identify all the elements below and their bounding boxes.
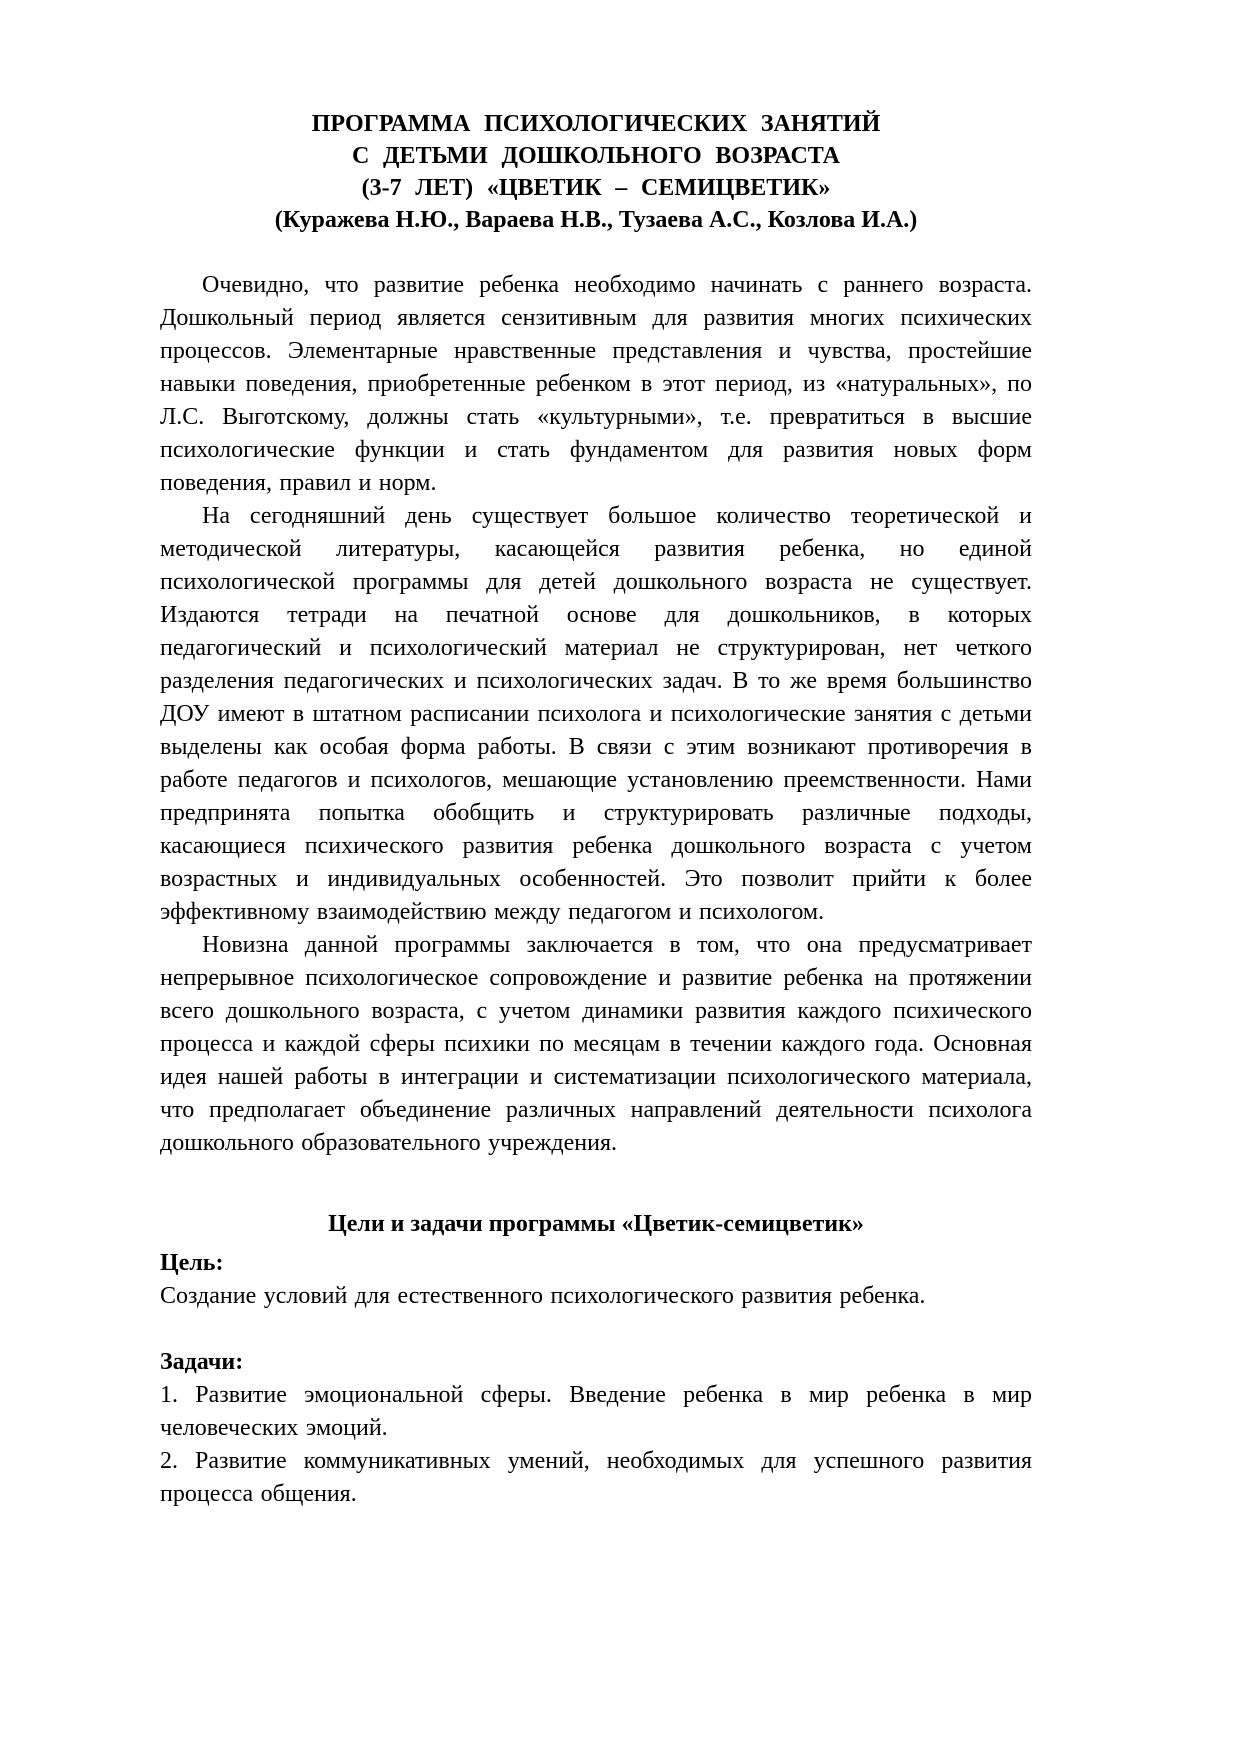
title-line-3: (3-7 ЛЕТ) «ЦВЕТИК – СЕМИЦВЕТИК»: [361, 175, 831, 201]
goal-text: Создание условий для естественного психологического развития ребенка.: [160, 1283, 926, 1309]
document-title: [160, 108, 1032, 236]
task-item-2: 2. Развитие коммуникативных умений, необходимых для успешного развития процесса общения.: [160, 1448, 1032, 1507]
goal-label: Цель:: [160, 1250, 224, 1276]
paragraph-novelty: Новизна данной программы заключается в том, что она предусматривает непрерывное психологическое сопровождение и развитие ребенка на протяжении всего дошкольного возраста, с учетом динамики развития каждого психического процесса и каждой сферы психики по месяцам в течении каждого года. Основная идея нашей работы в интеграции и систематизации психологического материала, что предполагает объединение различных направлений деятельности психолога дошкольного образовательного учреждения.: [160, 932, 1032, 1156]
paragraph-intro: Очевидно, что развитие ребенка необходимо начинать с раннего возраста. Дошкольный период является сензитивным для развития многих психических процессов. Элементарные нравственные представления и чувства, простейшие навыки поведения, приобретенные ребенком в этот период, из «натуральных», по Л.С. Выготскому, должны стать «культурными», т.е. превратиться в высшие психологические функции и стать фундаментом для развития новых форм поведения, правил и норм.: [160, 272, 1032, 496]
title-line-authors: (Куражева Н.Ю., Вараева Н.В., Тузаева А.С., Козлова И.А.): [274, 207, 918, 233]
title-line-1: ПРОГРАММА ПСИХОЛОГИЧЕСКИХ ЗАНЯТИЙ: [311, 111, 881, 137]
section-heading-goals: Цели и задачи программы «Цветик-семицветик»: [328, 1211, 864, 1237]
tasks-label: Задачи:: [160, 1349, 244, 1375]
paragraph-context: На сегодняшний день существует большое количество теоретической и методической литературы, касающейся развития ребенка, но единой психологической программы для детей дошкольного возраста не существует. Издаются тетради на печатной основе для дошкольников, в которых педагогический и психологический материал не структурирован, нет четкого разделения педагогических и психологических задач. В то же время большинство ДОУ имеют в штатном расписании психолога и психологические занятия с детьми выделены как особая форма работы. В связи с этим возникают противоречия в работе педагогов и психологов, мешающие установлению преемственности. Нами предпринята попытка обобщить и структурировать различные подходы, касающиеся психического развития ребенка дошкольного возраста с учетом возрастных и индивидуальных особенностей. Это позволит прийти к более эффективному взаимодействию между педагогом и психологом.: [160, 503, 1032, 925]
title-line-2: С ДЕТЬМИ ДОШКОЛЬНОГО ВОЗРАСТА: [352, 143, 840, 169]
task-item-1: 1. Развитие эмоциональной сферы. Введение ребенка в мир ребенка в мир человеческих эмоций.: [160, 1382, 1032, 1441]
